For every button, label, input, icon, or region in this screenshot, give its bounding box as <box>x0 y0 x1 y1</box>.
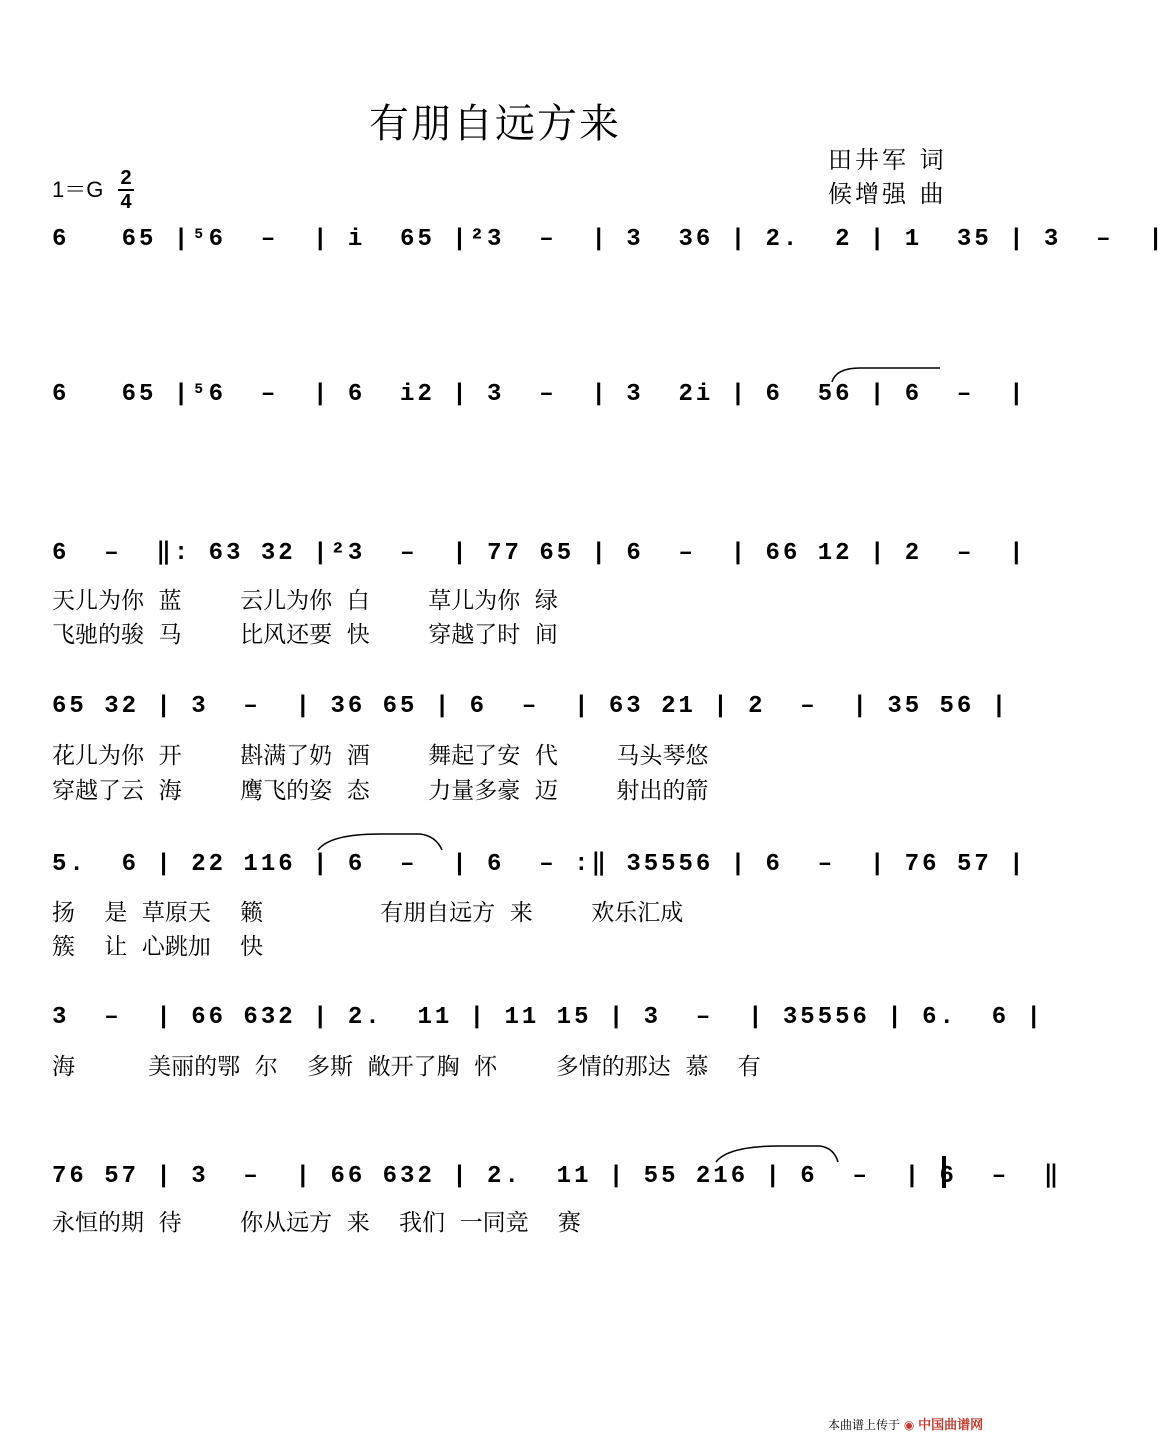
composer-credit: 候增强 曲 <box>828 180 947 208</box>
lyric-row-5-verse-2: 簇 让 心跳加 快 <box>52 934 264 960</box>
lyric-row-5-verse-1: 扬 是 草原天 籁 有朋自远方 来 欢乐汇成 <box>52 900 684 926</box>
notation-row-7: 76 57 | 3 – | 66 632 | 2. 11 | 55 216 | 6 – | 6 – ‖ <box>52 1163 1062 1190</box>
notation-row-1: 6 65 |⁵6 – | i 65 |²3 – | 3 36 | 2. 2 | 1 35 | 3 – | <box>52 226 1166 253</box>
notation-row-4: 65 32 | 3 – | 36 65 | 6 – | 63 21 | 2 – | 35 56 | <box>52 693 1010 720</box>
lyric-row-3-verse-2: 飞驰的骏 马 比风还要 快 穿越了时 间 <box>52 622 558 648</box>
notation-row-2: 6 65 |⁵6 – | 6 i2 | 3 – | 3 2i | 6 56 | 6 – | <box>52 381 1027 408</box>
footer-brand[interactable]: 中国曲谱网 <box>918 1418 984 1433</box>
tie-row-7 <box>716 1146 838 1162</box>
key-signature: 1＝G <box>52 177 104 202</box>
tie-row-2 <box>832 368 940 382</box>
lyric-row-6-verse-1: 海 美丽的鄂 尔 多斯 敞开了胸 怀 多情的那达 慕 有 <box>52 1054 761 1080</box>
upload-footer <box>828 1414 983 1433</box>
time-signature-bottom: 4 <box>120 191 132 213</box>
time-signature-top: 2 <box>120 167 132 189</box>
notation-row-3: 6 – ‖: 63 32 |²3 – | 77 65 | 6 – | 66 12 | 2 – | <box>52 540 1027 567</box>
song-title: 有朋自远方来 <box>369 101 621 147</box>
lyric-row-4-verse-2: 穿越了云 海 鹰飞的姿 态 力量多豪 迈 射出的箭 <box>52 778 709 804</box>
notation-row-5: 5. 6 | 22 116 | 6 – | 6 – :‖ 35556 | 6 – | 76 57 | <box>52 851 1027 878</box>
notation-row-6: 3 – | 66 632 | 2. 11 | 11 15 | 3 – | 35556 | 6. 6 | <box>52 1004 1044 1031</box>
lyric-row-3-verse-1: 天儿为你 蓝 云儿为你 白 草儿为你 绿 <box>52 588 558 614</box>
lyricist-credit: 田井军 词 <box>828 146 947 174</box>
footer-text: 本曲谱上传于 <box>828 1418 901 1432</box>
lyric-row-4-verse-1: 花儿为你 开 斟满了奶 酒 舞起了安 代 马头琴悠 <box>52 743 709 769</box>
lyric-row-7-verse-1: 永恒的期 待 你从远方 来 我们 一同竞 赛 <box>52 1210 581 1236</box>
tie-row-5 <box>318 834 442 850</box>
site-logo-icon: ◉ <box>903 1418 915 1432</box>
